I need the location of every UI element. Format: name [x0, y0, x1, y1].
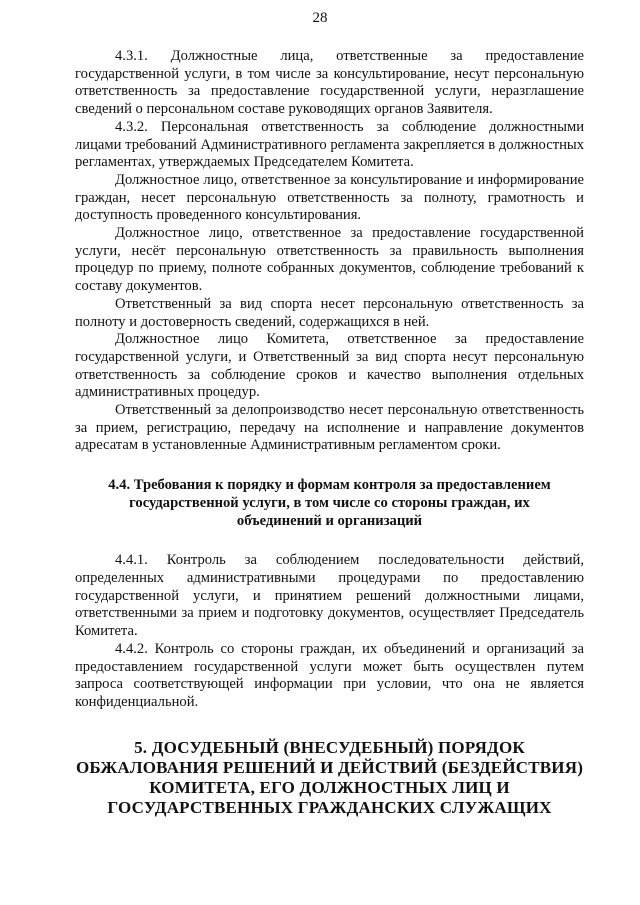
paragraph-committee-officer: Должностное лицо Комитета, ответственное за предоставление государственной услуги, и Ответственный за вид спорта несут персональную ответственность за соблюдение сроков и качество выполнения отдельных административных процедур. [75, 331, 584, 401]
document-body [75, 48, 584, 818]
paragraph-consultant-responsibility: Должностное лицо, ответственное за консультирование и информирование граждан, несет персональную ответственность за полноту, грамотность и доступность проведенного консультирования. [75, 171, 584, 224]
chapter-5-heading: 5. ДОСУДЕБНЫЙ (ВНЕСУДЕБНЫЙ) ПОРЯДОК ОБЖАЛОВАНИЯ РЕШЕНИЙ И ДЕЙСТВИЙ (БЕЗДЕЙСТВИЯ) КОМИТЕТА, ЕГО ДОЛЖНОСТНЫХ ЛИЦ И ГОСУДАРСТВЕННЫХ ГРАЖДАНСКИХ СЛУЖАЩИХ [75, 737, 584, 817]
paragraph-4-4-2: 4.4.2. Контроль со стороны граждан, их объединений и организаций за предоставлением государственной услуги может быть осуществлен путем запроса соответствующей информации при условии, что она не является конфиденциальной. [75, 640, 584, 710]
paragraph-4-4-1: 4.4.1. Контроль за соблюдением последовательности действий, определенных административными процедурами по предоставлению государственной услуги, и принятием решений должностными лицами, ответственными за прием и подготовку документов, осуществляет Председатель Комитета. [75, 552, 584, 640]
paragraph-sport-responsible: Ответственный за вид спорта несет персональную ответственность за полноту и достоверность сведений, содержащихся в ней. [75, 295, 584, 330]
paragraph-records-officer: Ответственный за делопроизводство несет персональную ответственность за прием, регистрацию, передачу на исполнение и направление документов адресатам в установленные Административным регламентом сроки. [75, 402, 584, 454]
paragraph-4-3-2: 4.3.2. Персональная ответственность за соблюдение должностными лицами требований Административного регламента закрепляется в должностных регламентах, утверждаемых Председателем Комитета. [75, 118, 584, 171]
paragraph-4-3-1: 4.3.1. Должностные лица, ответственные за предоставление государственной услуги, в том числе за консультирование, несут персональную ответственность за предоставление государственной услуги, неразглашение сведений о персональном составе руководящих органов Заявителя. [75, 48, 584, 118]
paragraph-service-officer-responsibility: Должностное лицо, ответственное за предоставление государственной услуги, несёт персональную ответственность за правильность выполнения процедур по приему, полноте собранных документов, соблюдение требований к составу документов. [75, 225, 584, 295]
page-number: 28 [312, 10, 328, 26]
section-4-4-heading: 4.4. Требования к порядку и формам контроля за предоставлением государственной услуги, в том числе со стороны граждан, их объединений и организаций [108, 477, 551, 529]
